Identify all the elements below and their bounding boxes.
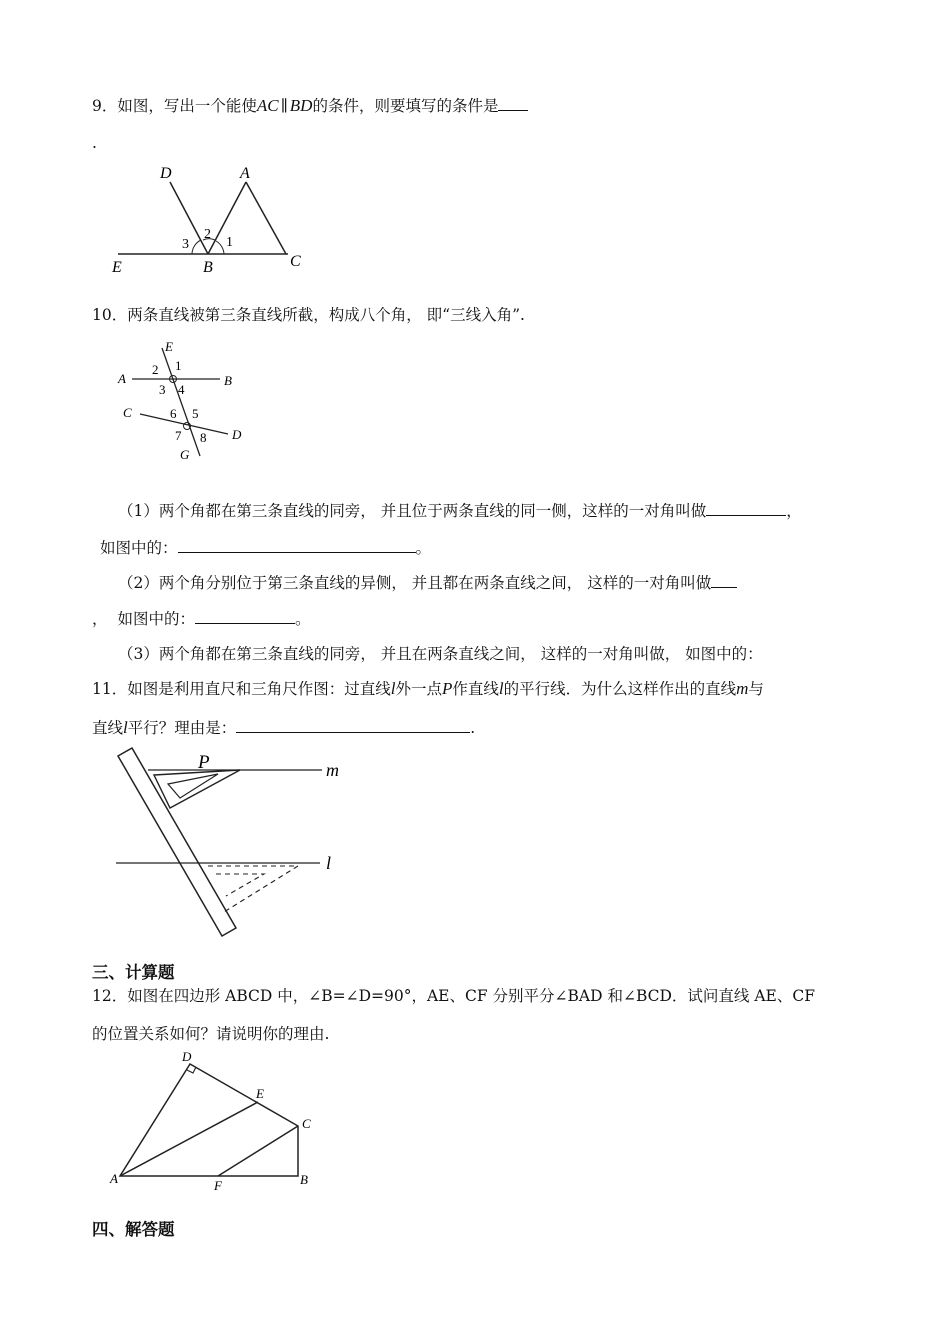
fig10-angle-8: 8 (200, 430, 207, 445)
q11-var-l1: l (390, 679, 396, 698)
fig10-label-C: C (123, 405, 132, 420)
fig10-label-A: A (118, 371, 126, 386)
fig9-label-E: E (112, 259, 122, 276)
q9-tail: . (92, 134, 97, 152)
q10-part2-blank-name[interactable] (711, 573, 737, 588)
q10-part2-line (118, 571, 737, 593)
fig10-label-B: B (224, 373, 232, 388)
fig12-label-F: F (214, 1178, 222, 1193)
fig12-label-D: D (182, 1049, 192, 1064)
q9-answer-blank[interactable] (498, 96, 528, 111)
q11-var-m: m (736, 679, 749, 698)
q9-math-ac: AC (256, 96, 279, 115)
q10-part1-blank-name[interactable] (706, 501, 786, 516)
q9-figure (110, 160, 320, 275)
q11-line1 (92, 677, 764, 699)
fig10-label-E: E (165, 339, 173, 354)
q11-line2 (92, 716, 475, 738)
q10-part2-example-label: 如图中的： (117, 610, 196, 628)
q11-line2-b: 平行？理由是： (127, 719, 237, 737)
q10-part1-line2 (100, 536, 431, 558)
fig10-angle-5: 5 (192, 406, 199, 421)
fig12-label-C: C (302, 1116, 311, 1131)
q11-var-p: P (441, 679, 453, 698)
q9-text-a: 如图，写出一个能使 (117, 97, 257, 115)
q9-number: 9． (92, 97, 118, 115)
fig10-angle-6: 6 (170, 406, 177, 421)
q11-text-c: 作直线 (452, 680, 499, 698)
q9-parallel-symbol: ∥ (280, 97, 288, 115)
q11-text-b: 外一点 (395, 680, 442, 698)
fig11-label-m: m (326, 760, 339, 780)
section-3-title: 三、计算题 (92, 963, 175, 982)
q10-part1-blank-example[interactable] (178, 538, 416, 553)
q12-figure (106, 1048, 326, 1193)
q10-part1-comma: ， (786, 502, 802, 520)
q11-var-l3: l (123, 718, 128, 737)
fig11-label-P: P (198, 752, 210, 773)
fig11-label-l: l (326, 853, 332, 873)
fig10-angle-3: 3 (159, 382, 166, 397)
fig9-angle-1: 1 (226, 235, 233, 250)
q9-math-bd: BD (289, 96, 313, 115)
fig10-angle-4: 4 (178, 382, 185, 397)
fig10-label-D: D (232, 427, 242, 442)
q11-figure (112, 742, 352, 942)
q11-text-e: 与 (748, 680, 764, 698)
q11-line2-end: . (470, 719, 476, 737)
section-4-title: 四、解答题 (92, 1220, 175, 1239)
q11-text-a: 11．如图是利用直尺和三角尺作图：过直线 (92, 680, 391, 698)
q9-text-b: 的条件，则要填写的条件是 (312, 97, 499, 115)
fig9-angle-3: 3 (182, 237, 189, 252)
q10-part1-line (118, 499, 802, 521)
fig12-label-B: B (300, 1172, 308, 1187)
q10-part1-text: （1）两个角都在第三条直线的同旁， 并且位于两条直线的同一侧，这样的一对角叫做 (118, 502, 707, 520)
q10-text: 10．两条直线被第三条直线所截，构成八个角， 即“三线入角”. (92, 306, 525, 324)
fig9-label-C: C (290, 253, 301, 270)
q11-text-d: 的平行线．为什么这样作出的直线 (503, 680, 737, 698)
q10-figure (110, 336, 260, 464)
fig9-label-A: A (240, 165, 250, 182)
q10-part3-text: （3）两个角都在第三条直线的同旁， 并且在两条直线之间， 这样的一对角叫做， 如图中的： (118, 645, 763, 663)
q12-line2: 的位置关系如何？请说明你的理由. (92, 1025, 330, 1043)
q10-part2-line2 (92, 607, 311, 629)
fig10-angle-1: 1 (175, 358, 182, 373)
fig12-label-A: A (110, 1171, 118, 1186)
q10-part2-blank-example[interactable] (195, 609, 295, 624)
q9-line (92, 94, 528, 116)
q11-answer-blank[interactable] (236, 718, 470, 733)
q11-line2-a: 直线 (92, 719, 124, 737)
fig9-label-D: D (160, 165, 172, 182)
q11-var-l2: l (498, 679, 504, 698)
fig10-angle-7: 7 (175, 428, 182, 443)
fig9-label-B: B (203, 259, 213, 276)
q12-line1: 12．如图在四边形 ABCD 中，∠B=∠D=90°，AE、CF 分别平分∠BAD 和∠BCD．试问直线 AE、CF (92, 987, 815, 1005)
q10-part2-text: （2）两个角分别位于第三条直线的异侧， 并且都在两条直线之间， 这样的一对角叫做 (118, 574, 712, 592)
q10-part2-end: 。 (295, 610, 311, 628)
fig10-label-G: G (180, 447, 190, 462)
q10-part1-end: 。 (415, 539, 432, 557)
fig10-angle-2: 2 (152, 362, 159, 377)
q10-part1-example-label: 如图中的： (100, 539, 178, 557)
fig9-angle-2: 2 (204, 227, 211, 242)
fig12-label-E: E (256, 1086, 264, 1101)
q10-part2-comma: ， (92, 610, 108, 628)
